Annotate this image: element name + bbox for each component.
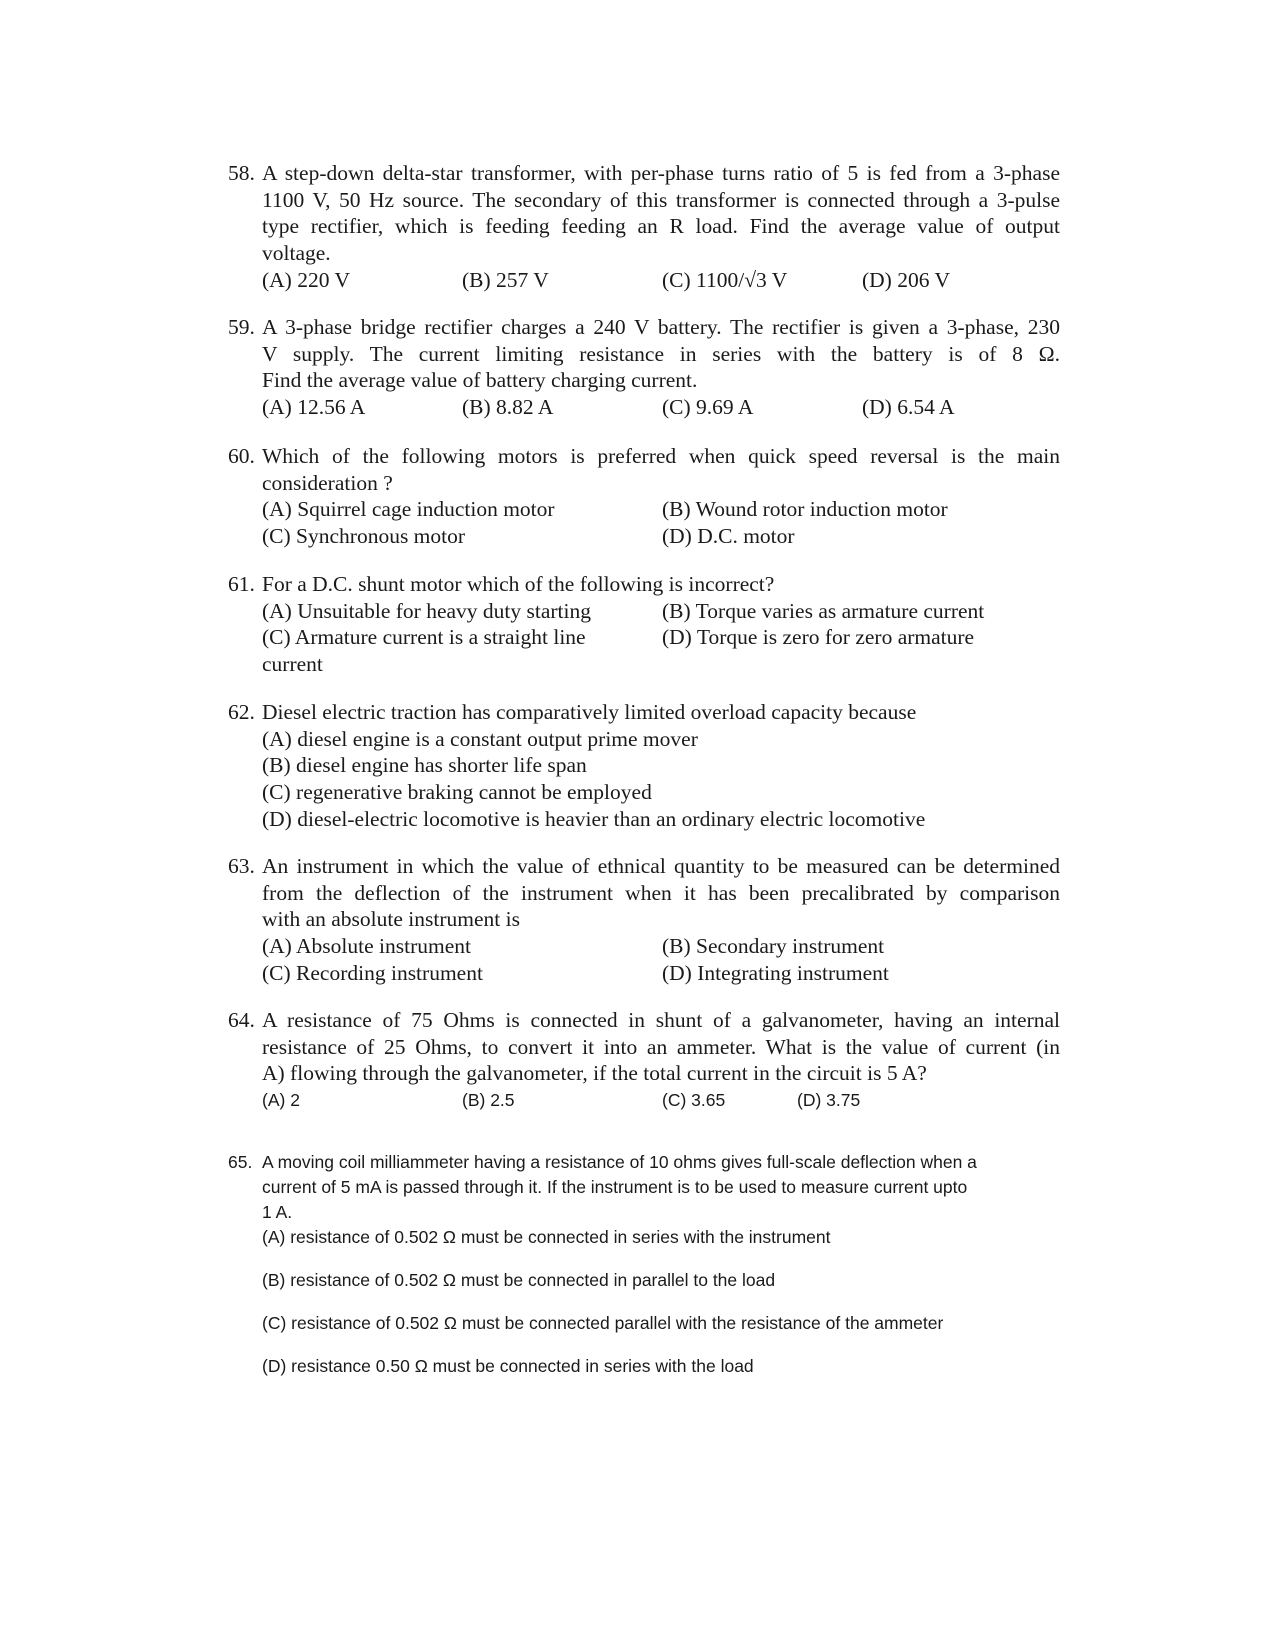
question-stem-line: current of 5 mA is passed through it. If the instrument is to be used to measure current upto: [262, 1177, 968, 1197]
option-a: (A) Absolute instrument: [262, 934, 472, 959]
option-b: (B) Wound rotor induction motor: [662, 497, 948, 522]
question-stem-line: Find the average value of battery charging current.: [262, 368, 698, 393]
option-d: (D) Torque is zero for zero armature: [662, 625, 975, 650]
question-stem-line: For a D.C. shunt motor which of the following is incorrect?: [262, 572, 775, 596]
question-stem-line: V supply. The current limiting resistance in series with the battery is of 8 Ω.: [262, 341, 1060, 366]
question-stem-line: from the deflection of the instrument when it has been precalibrated by comparison: [262, 880, 1060, 905]
option-a: (A) 220 V: [262, 267, 350, 292]
question-63: [228, 853, 1060, 986]
option-a: (A) resistance of 0.502 Ω must be connected in series with the instrument: [262, 1227, 831, 1247]
option-a: (A) Unsuitable for heavy duty starting: [262, 598, 591, 623]
option-d: (D) D.C. motor: [662, 524, 795, 549]
option-continuation: current: [262, 652, 323, 677]
option-d: (D) Integrating instrument: [662, 960, 889, 985]
option-b: (B) 2.5: [462, 1090, 515, 1111]
option-b: (B) Torque varies as armature current: [662, 598, 985, 623]
option-d: (D) resistance 0.50 Ω must be connected in series with the load: [262, 1356, 754, 1376]
option-b: (B) resistance of 0.502 Ω must be connected in parallel to the load: [262, 1270, 776, 1290]
option-c: (C) Armature current is a straight line: [262, 625, 586, 650]
question-stem-line: 1100 V, 50 Hz source. The secondary of this transformer is connected through a 3-pulse: [262, 187, 1060, 212]
question-stem-line: consideration ?: [262, 470, 393, 495]
option-b: (B) 8.82 A: [462, 395, 554, 420]
question-number: 64.: [228, 1008, 255, 1032]
option-a: (A) diesel engine is a constant output prime mover: [262, 726, 698, 751]
option-a: (A) 2: [262, 1090, 300, 1111]
option-c: (C) 3.65: [662, 1090, 726, 1111]
option-d: (D) 3.75: [797, 1090, 861, 1111]
question-stem-line: A step-down delta-star transformer, with per-phase turns ratio of 5 is fed from a 3-phase: [262, 161, 1060, 185]
question-stem-line: 1 A.: [262, 1202, 293, 1222]
question-58: [228, 160, 1060, 294]
option-b: (B) diesel engine has shorter life span: [262, 753, 587, 778]
question-64: [228, 1007, 1060, 1113]
option-a: (A) 12.56 A: [262, 395, 366, 420]
question-stem-line: A) flowing through the galvanometer, if the total current in the circuit is 5 A?: [262, 1061, 927, 1086]
question-number: 65.: [228, 1152, 253, 1172]
option-d: (D) 6.54 A: [862, 395, 955, 420]
question-60: [228, 443, 1060, 550]
question-62: [228, 699, 1060, 833]
question-stem-line: A 3-phase bridge rectifier charges a 240 V battery. The rectifier is given a 3-phase, 230: [262, 315, 1060, 339]
option-c: (C) regenerative braking cannot be employed: [262, 780, 652, 805]
option-b: (B) Secondary instrument: [662, 934, 885, 959]
option-a: (A) Squirrel cage induction motor: [262, 497, 555, 522]
option-c: (C) Synchronous motor: [262, 524, 466, 549]
question-stem-line: with an absolute instrument is: [262, 907, 520, 932]
option-c: (C) 9.69 A: [662, 395, 754, 420]
option-c: (C) resistance of 0.502 Ω must be connected parallel with the resistance of the ammeter: [262, 1313, 944, 1333]
question-61: [228, 571, 1060, 678]
question-number: 58.: [228, 161, 255, 185]
question-59: [228, 314, 1060, 421]
question-number: 59.: [228, 315, 255, 339]
option-d: (D) 206 V: [862, 267, 950, 292]
option-c: (C) 1100/√3 V: [662, 267, 788, 292]
option-d: (D) diesel-electric locomotive is heavier than an ordinary electric locomotive: [262, 806, 926, 831]
question-stem-line: A moving coil milliammeter having a resistance of 10 ohms gives full-scale deflection when a: [262, 1152, 977, 1172]
question-stem-line: A resistance of 75 Ohms is connected in shunt of a galvanometer, having an internal: [262, 1008, 1060, 1032]
question-stem-line: Which of the following motors is preferred when quick speed reversal is the main: [262, 444, 1060, 468]
question-stem-line: type rectifier, which is feeding feeding an R load. Find the average value of output: [262, 214, 1060, 239]
question-number: 63.: [228, 854, 255, 878]
question-stem-line: Diesel electric traction has comparatively limited overload capacity because: [262, 700, 917, 724]
question-stem-line: voltage.: [262, 241, 331, 266]
question-number: 62.: [228, 700, 255, 724]
question-number: 61.: [228, 572, 255, 596]
question-stem-line: resistance of 25 Ohms, to convert it into an ammeter. What is the value of current (in: [262, 1034, 1060, 1059]
question-stem-line: An instrument in which the value of ethnical quantity to be measured can be determined: [262, 854, 1060, 878]
question-number: 60.: [228, 444, 255, 468]
question-65: [228, 1150, 1060, 1397]
option-c: (C) Recording instrument: [262, 960, 483, 985]
option-b: (B) 257 V: [462, 267, 549, 292]
